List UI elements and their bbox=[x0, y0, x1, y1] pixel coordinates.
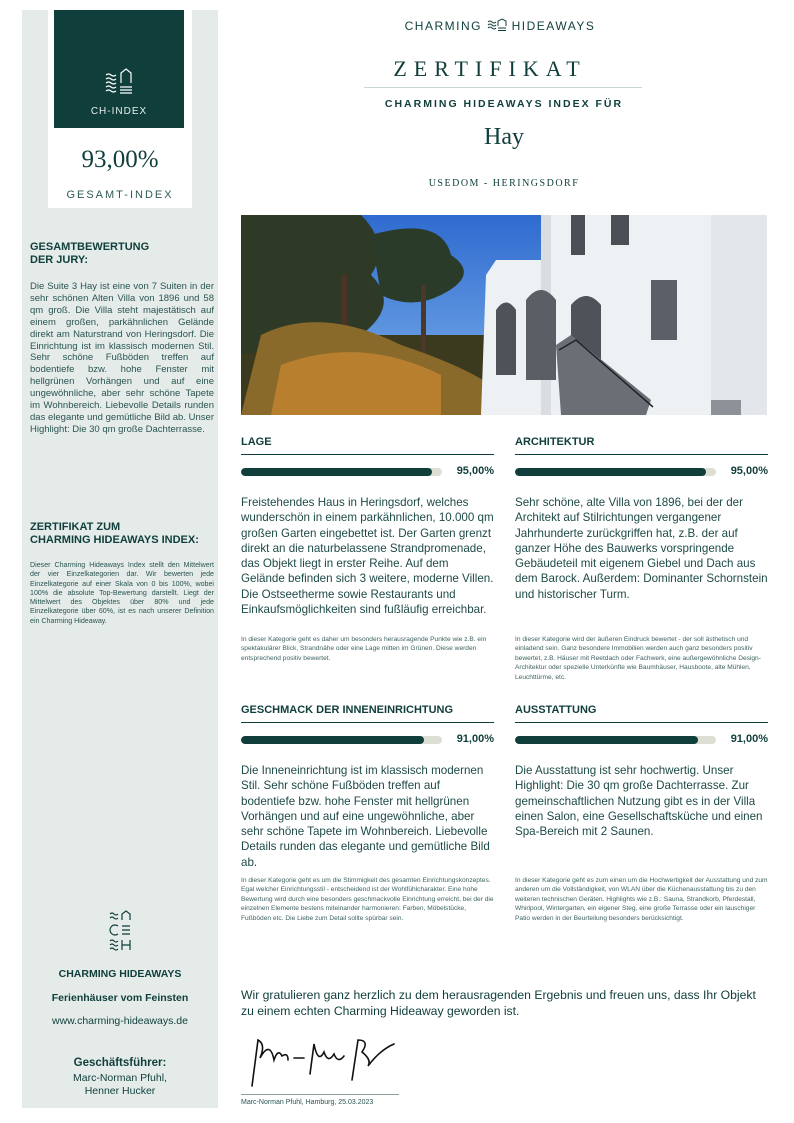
brand-name-part: CHARMING bbox=[404, 19, 482, 33]
badge-header bbox=[54, 10, 184, 128]
title-divider bbox=[364, 87, 642, 88]
company-website[interactable]: www.charming-hideaways.de bbox=[52, 1015, 188, 1027]
category-title: AUSSTATTUNG bbox=[515, 704, 768, 723]
property-name: Hay bbox=[484, 124, 524, 150]
category-inneneinrichtung bbox=[241, 704, 494, 870]
score-bar-track bbox=[515, 468, 716, 476]
total-score: 93,00% bbox=[81, 146, 159, 173]
index-heading-line: CHARMING HIDEAWAYS INDEX: bbox=[30, 534, 199, 546]
score-bar-fill bbox=[241, 736, 424, 744]
score-bar bbox=[515, 733, 768, 747]
category-note: In dieser Kategorie geht es zum einen um die Hochwertigkeit der Ausstattung und zum anderen um die Vollständigkeit, von WLAN über die Küchenausstattung bis zu den weiteren technischen Geräten. Highlights wie z.B.: Sauna, Strandkorb, Pferdestall, Whirlpool, Wintergarten, ein eigener Steg, eine große Terrasse oder ein lauschiger Patio werden in der Beurteilung besonders berücksichtigt. bbox=[515, 877, 768, 922]
score-bar-fill bbox=[241, 468, 432, 476]
property-photo bbox=[241, 215, 767, 415]
property-location: USEDOM - HERINGSDORF bbox=[428, 178, 580, 189]
category-ausstattung bbox=[515, 704, 768, 839]
jury-heading bbox=[30, 241, 214, 267]
category-note: In dieser Kategorie wird der äußeren Eindruck bewertet - der soll ästhetisch und einladend sein. Ganz besondere Immobilien werden auch ganz besonders positiv bewertet, z.B. Häuser mit Reetdach oder Fachwerk, eine außergewöhnliche Design-Architektur oder spezielle Unterkünfte wie Baumhäuser, Hausboote, alte Mühlen, Leuchttürme, etc. bbox=[515, 636, 761, 681]
total-score-label: GESAMT-INDEX bbox=[66, 189, 174, 201]
score-bar bbox=[241, 465, 494, 479]
score-bar-fill bbox=[515, 736, 698, 744]
company-slogan: Ferienhäuser vom Feinsten bbox=[51, 992, 189, 1004]
score-bar-fill bbox=[515, 468, 706, 476]
jury-heading-line: DER JURY: bbox=[30, 254, 89, 266]
ceo-label: Geschäftsführer: bbox=[73, 1057, 167, 1069]
category-text: Sehr schöne, alte Villa von 1896, bei der der Architekt auf Stilrichtungen vergangener Jahrhunderte zurückgriffen hat, z.B. der auf ganzer Höhe des Bauwerks vorspringende Gebäudeteil mit eigenem Giebel und Dach aus dem Barock. Außerdem: Dominanter Schornstein und historischer Turm. bbox=[515, 496, 768, 601]
signature-line bbox=[241, 1094, 399, 1095]
signature-caption: Marc-Norman Pfuhl, Hamburg, 25.03.2023 bbox=[241, 1099, 374, 1106]
category-text: Die Inneneinrichtung ist im klassisch modernen Stil. Sehr schöne Fußböden treffen auf bodentiefe bzw. hohe Fenster mit hellgrünen Vorhängen und auf eine ungewöhnliche, aber sehr schöne Tapete im Wohnbereich. Liebevolle Details runden das elegante und gemütliche Bild ab. bbox=[241, 764, 490, 869]
score-bar-track bbox=[241, 736, 442, 744]
category-title: LAGE bbox=[241, 436, 494, 455]
brand-name-part: HIDEAWAYS bbox=[511, 19, 596, 33]
ceo-name: Henner Hucker bbox=[84, 1085, 156, 1097]
category-score: 95,00% bbox=[456, 465, 494, 477]
company-name: CHARMING HIDEAWAYS bbox=[58, 968, 182, 980]
index-heading-line: ZERTIFIKAT ZUM bbox=[30, 521, 121, 533]
category-note: In dieser Kategorie geht es daher um besonders herausragende Punkte wie z.B. ein spektakulärer Blick, Strandnähe oder eine Lage mitten im Grünen. Diese werden entsprechend positiv bewertet. bbox=[241, 636, 487, 662]
score-bar-track bbox=[515, 736, 716, 744]
sidebar bbox=[22, 10, 218, 1108]
jury-text: Die Suite 3 Hay ist eine von 7 Suiten in der sehr schönen Alten Villa von 1896 und 58 qm groß. Die Villa steht majestätisch auf einem großen, parkähnlichen Gelände direkt am Naturstrand von Heringsdorf. Die Einrichtung ist im klassisch modernen Stil. Sehr schöne Fußböden treffen auf bodentiefe bzw. hohe Fenster mit hellgrünen Vorhängen und auf eine ungewöhnliche, aber sehr schöne Tapete im Wohnbereich. Liebevolle Details runden das elegante und gemütliche Bild ab. Unser Highlight: Die 30 qm große Dachterrasse. bbox=[30, 281, 214, 435]
category-score: 91,00% bbox=[730, 733, 768, 745]
certificate-subtitle: CHARMING HIDEAWAYS INDEX FÜR bbox=[384, 98, 624, 110]
ceo-name: Marc-Norman Pfuhl, bbox=[73, 1072, 167, 1084]
congratulations-text: Wir gratulieren ganz herzlich zu dem herausragenden Ergebnis und freuen uns, dass Ihr Objekt zu einem echten Charming Hideaway geworden ist. bbox=[241, 988, 756, 1018]
index-badge bbox=[48, 10, 192, 208]
signature-image bbox=[244, 1030, 400, 1090]
category-text: Die Ausstattung ist sehr hochwertig. Unser Highlight: Die 30 qm große Dachterrasse. Zur gemeinschaftlichen Nutzung gibt es in der Villa einen Salon, eine Gesellschaftsküche und einen Spa-Bereich mit 2 Saunen. bbox=[515, 764, 763, 839]
ch-logo-icon bbox=[487, 18, 507, 32]
jury-heading-line: GESAMTBEWERTUNG bbox=[30, 241, 150, 253]
category-lage bbox=[241, 436, 494, 617]
category-title: GESCHMACK DER INNENEINRICHTUNG bbox=[241, 704, 494, 723]
score-bar bbox=[241, 733, 494, 747]
brand-header bbox=[380, 18, 620, 33]
badge-label: CH-INDEX bbox=[90, 106, 148, 117]
category-score: 95,00% bbox=[730, 465, 768, 477]
category-text: Freistehendes Haus in Heringsdorf, welches wunderschön in einem parkähnlichen, 10.000 qm großen Garten eingebettet ist. Der Garten grenzt direkt an die naturbelassene Strandpromenade, das Objekt liegt in erster Reihe. Auf dem Gelände befinden sich 3 weitere, moderne Villen. Die Ostseetherme sowie Restaurants und Einkaufsmöglichkeiten sind fußläufig erreichbar. bbox=[241, 496, 494, 617]
index-heading bbox=[30, 521, 214, 547]
category-architektur bbox=[515, 436, 768, 602]
category-note: In dieser Kategorie geht es um die Stimmigkeit des gesamten Einrichtungskonzeptes. Egal welcher Einrichtungsstil - entscheidend ist der Wohlfühlcharakter. Eine hohe Bewertung wird durch eine besonders geschmackvolle Einrichtung erreicht, bei der die einzelnen Elemente bestens miteinander harmonieren: Farben, Möbelstücke, Fußböden etc. Die Liebe zum Detail sollte spürbar sein. bbox=[241, 877, 494, 922]
index-text: Dieser Charming Hideaways Index stellt den Mittelwert der vier Einzelkategorien dar. Wir bewerten jede Einzelkategorie auf einer Skala von 0 bis 100%, wobei 100% die absolute Top-Bewertung darstellt. Liegt der Mittelwert des Objektes über 80% und jede Einzelkategorie über 60%, ist es nach unserer Definition ein Charming Hideaway. bbox=[30, 561, 214, 625]
score-bar bbox=[515, 465, 768, 479]
score-bar-track bbox=[241, 468, 442, 476]
category-title: ARCHITEKTUR bbox=[515, 436, 768, 455]
category-score: 91,00% bbox=[456, 733, 494, 745]
ch-stacked-logo-icon bbox=[108, 910, 132, 952]
certificate-title: ZERTIFIKAT bbox=[393, 56, 587, 81]
ch-logo-icon bbox=[104, 66, 134, 96]
